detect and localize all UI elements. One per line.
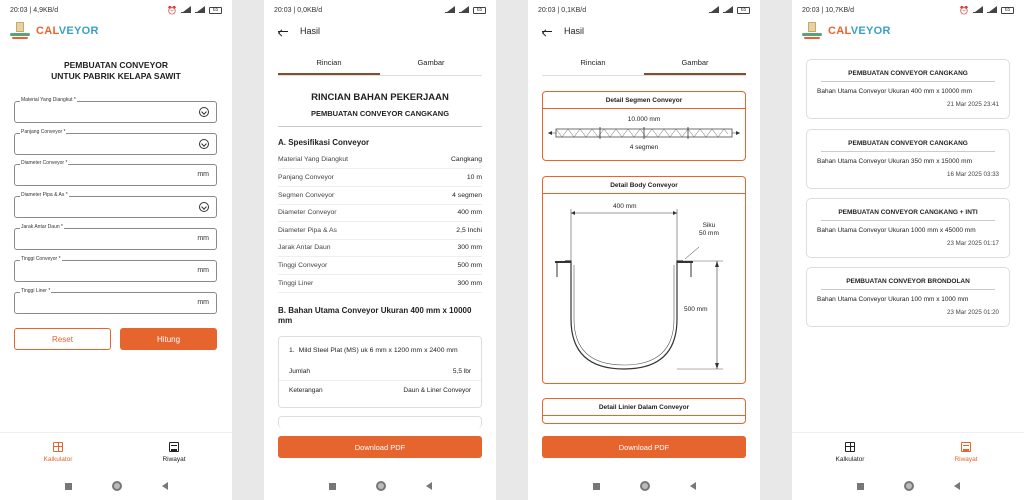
spec-key: Diameter Pipa & As [278,227,337,234]
back-nav-icon[interactable] [690,482,696,490]
battery-icon: 65 [737,7,750,14]
spec-row [278,239,482,257]
recents-icon[interactable] [857,483,864,490]
history-card[interactable] [806,129,1010,189]
history-title: PEMBUATAN CONVEYOR CANGKANG [821,140,995,152]
history-card[interactable] [806,198,1010,258]
calveyor-logo-icon [802,22,822,40]
app-bar [528,20,760,42]
signal-icon-2 [195,7,205,13]
system-nav-bar [792,472,1024,500]
item-title [279,337,481,355]
alarm-icon: ⏰ [959,5,969,15]
segmen-length: 10.000 mm [627,116,661,123]
doc-heading: RINCIAN BAHAN PEKERJAAN [311,92,449,103]
back-arrow-icon[interactable] [542,27,552,35]
field-label: Diameter Pipa & As * [21,192,68,198]
history-date: 21 Mar 2025 23:41 [947,101,999,108]
history-icon [961,442,971,452]
panjang-dropdown[interactable] [14,129,217,155]
spec-value: 500 mm [457,262,482,269]
brand-name [36,25,99,37]
hitung-button[interactable]: Hitung [120,328,217,350]
siku-size: 50 mm [699,230,719,237]
status-time: 20:03 | 4,9KB/d [10,6,59,14]
spec-row [278,187,482,205]
back-nav-icon[interactable] [426,482,432,490]
bottom-tabs [0,432,232,472]
doc-subheading: PEMBUATAN CONVEYOR CANGKANG [278,109,482,127]
material-dropdown[interactable] [14,97,217,123]
brand-part1: CAL [828,25,851,37]
back-nav-icon[interactable] [954,482,960,490]
item-key: Keterangan [289,386,323,394]
calculator-icon [845,442,855,452]
body-width-label: 400 mm [613,203,637,210]
unit-suffix: mm [197,235,209,242]
spec-key: Tinggi Liner [278,280,314,287]
system-nav-bar [264,472,496,500]
bottom-tabs [792,432,1024,472]
field-label: Material Yang Diangkut * [21,97,76,103]
segmen-diagram [544,125,744,141]
form-title-line1: PEMBUATAN CONVEYOR [63,60,169,70]
recents-icon[interactable] [593,483,600,490]
tab-rincian[interactable]: Rincian [278,54,380,75]
field-label: Tinggi Conveyor * [21,256,61,262]
material-item-card [278,336,482,408]
result-drawing-screen [528,0,760,500]
recents-icon[interactable] [65,483,72,490]
history-date: 23 Mar 2025 01:17 [947,240,999,247]
history-date: 16 Mar 2025 03:33 [947,171,999,178]
history-title: PEMBUATAN CONVEYOR BRONDOLAN [821,278,995,290]
page-title: Hasil [564,26,585,36]
tab-gambar[interactable]: Gambar [417,58,445,67]
history-title: PEMBUATAN CONVEYOR CANGKANG [821,70,995,82]
history-desc: Bahan Utama Conveyor Ukuran 400 mm x 10000 mm [817,88,972,95]
tab-label: Riwayat [954,456,978,463]
tab-gambar[interactable]: Gambar [644,54,746,75]
section-a-title: A. Spesifikasi Conveyor [278,138,370,147]
app-brand [0,20,232,42]
status-bar [264,0,496,20]
battery-icon: 65 [1001,7,1014,14]
spec-value: 10 m [466,174,482,181]
chevron-down-icon [199,107,209,117]
back-arrow-icon[interactable] [278,27,288,35]
history-screen [792,0,1024,500]
item-name: Mild Steel Plat (MS) uk 6 mm x 1200 mm x 2400 mm [298,347,458,354]
unit-suffix: mm [197,267,209,274]
tab-rincian[interactable]: Rincian [580,58,606,67]
tab-riwayat[interactable] [116,433,232,472]
field-label: Jarak Antar Daun * [21,224,63,230]
form-title [0,60,232,82]
history-card[interactable] [806,267,1010,327]
spec-key: Tinggi Conveyor [278,262,328,269]
spec-row [278,257,482,275]
tab-label: Kalkulator [43,456,73,463]
tinggi-conveyor-input[interactable] [14,256,217,282]
status-time: 20:03 | 0,0KB/d [274,6,323,14]
brand-name [828,25,891,37]
spec-value: Cangkang [451,156,482,163]
spec-value: 4 segmen [452,192,482,199]
signal-icon [709,7,719,13]
spec-value: 300 mm [457,280,482,287]
body-drawing-card [542,176,746,384]
tab-label: Kalkulator [835,456,865,463]
doc-header [278,92,482,127]
tinggi-liner-input[interactable] [14,288,217,314]
tab-label: Riwayat [162,456,186,463]
home-icon[interactable] [112,481,122,491]
unit-suffix: mm [197,171,209,178]
segmen-title: Detail Segmen Conveyor [543,92,745,109]
history-desc: Bahan Utama Conveyor Ukuran 1000 mm x 45000 mm [817,227,976,234]
next-item-card [278,416,482,428]
tab-kalkulator[interactable] [0,433,116,472]
home-icon[interactable] [904,481,914,491]
spec-row [278,169,482,187]
calveyor-logo-icon [10,22,30,40]
result-detail-screen [264,0,496,500]
spec-key: Jarak Antar Daun [278,244,331,251]
tab-kalkulator[interactable] [792,433,908,472]
system-nav-bar [0,472,232,500]
alarm-icon: ⏰ [167,5,177,15]
status-bar [0,0,232,20]
home-icon[interactable] [376,481,386,491]
status-time: 20:03 | 0,1KB/d [538,6,587,14]
status-bar [528,0,760,20]
history-icon [169,442,179,452]
home-icon[interactable] [640,481,650,491]
spec-value: 300 mm [457,244,482,251]
history-desc: Bahan Utama Conveyor Ukuran 350 mm x 15000 mm [817,158,972,165]
back-nav-icon[interactable] [162,482,168,490]
brand-part2: VEYOR [58,25,99,37]
tab-riwayat[interactable] [908,433,1024,472]
history-desc: Bahan Utama Conveyor Ukuran 100 mm x 1000 mm [817,296,969,303]
field-label: Panjang Conveyor * [21,129,66,135]
download-pdf-button[interactable]: Download PDF [278,436,482,458]
calculator-icon [53,442,63,452]
chevron-down-icon [199,139,209,149]
app-brand [792,20,1024,42]
item-value: 5,5 lbr [452,368,471,375]
app-bar [264,20,496,42]
spec-row [278,222,482,240]
spec-key: Material Yang Diangkut [278,156,349,163]
segmen-count: 4 segmen [629,144,659,151]
item-no: 1. [289,347,295,354]
system-nav-bar [528,472,760,500]
diameter-conveyor-input[interactable] [14,160,217,186]
item-key: Jumlah [289,368,310,375]
result-tabs [542,54,746,76]
history-card[interactable] [806,59,1010,119]
liner-title: Detail Linier Dalam Conveyor [543,399,745,416]
status-time: 20:03 | 10,7KB/d [802,6,855,14]
unit-suffix: mm [197,299,209,306]
form-title-line2: UNTUK PABRIK KELAPA SAWIT [51,71,181,81]
recents-icon[interactable] [329,483,336,490]
item-row [279,363,481,381]
spec-key: Diameter Conveyor [278,209,337,216]
body-diagram [543,199,743,379]
page-title: Hasil [300,26,321,36]
liner-drawing-card [542,398,746,424]
spec-row [278,204,482,222]
item-value: Daun & Liner Conveyor [403,386,471,394]
reset-button[interactable]: Reset [14,328,111,350]
download-pdf-button[interactable]: Download PDF [542,436,746,458]
field-label: Diameter Conveyor * [21,160,68,166]
battery-icon: 65 [473,7,486,14]
diameter-pipa-dropdown[interactable] [14,192,217,218]
signal-icon [181,7,191,13]
chevron-down-icon [199,202,209,212]
spec-value: 400 mm [457,209,482,216]
jarak-daun-input[interactable] [14,224,217,250]
calculator-screen [0,0,232,500]
signal-icon-2 [987,7,997,13]
body-height-label: 500 mm [684,306,708,313]
battery-icon: 65 [209,7,222,14]
status-bar [792,0,1024,20]
signal-icon [973,7,983,13]
spec-value: 2,5 Inchi [456,227,482,234]
section-b-title: B. Bahan Utama Conveyor Ukuran 400 mm x 10000 mm [278,306,472,325]
spec-key: Panjang Conveyor [278,174,334,181]
spec-row [278,151,482,169]
history-date: 23 Mar 2025 01:20 [947,309,999,316]
siku-text: Siku [702,222,716,229]
signal-icon [445,7,455,13]
body-title: Detail Body Conveyor [543,177,745,194]
brand-part1: CAL [36,25,59,37]
brand-part2: VEYOR [850,25,891,37]
segmen-drawing-card [542,91,746,161]
spec-row [278,275,482,293]
spec-key: Segmen Conveyor [278,192,335,199]
signal-icon-2 [459,7,469,13]
history-title: PEMBUATAN CONVEYOR CANGKANG + INTI [821,209,995,221]
item-row [279,381,481,399]
result-tabs [278,54,482,76]
signal-icon-2 [723,7,733,13]
field-label: Tinggi Liner * [21,288,51,294]
